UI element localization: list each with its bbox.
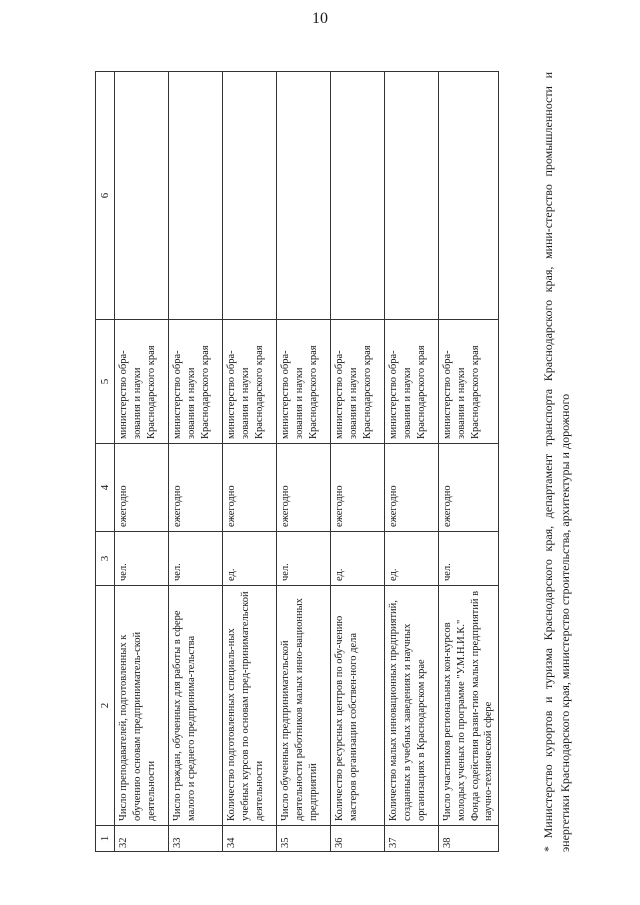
row-number: 37 bbox=[385, 826, 439, 852]
indicator-description: Число граждан, обученных для работы в сфере малого и среднего предпринима-тельства bbox=[169, 586, 223, 826]
responsible-cell: министерство обра-зования и науки Краснодарского края bbox=[331, 320, 385, 444]
frequency-cell: ежегодно bbox=[169, 444, 223, 532]
unit-cell: чел. bbox=[439, 532, 499, 586]
column-6-cell bbox=[439, 72, 499, 320]
unit-cell: чел. bbox=[169, 532, 223, 586]
column-6-cell bbox=[223, 72, 277, 320]
frequency-cell: ежегодно bbox=[331, 444, 385, 532]
table-row bbox=[385, 72, 439, 852]
column-6-cell bbox=[331, 72, 385, 320]
table-row bbox=[439, 72, 499, 852]
responsible-cell: министерство обра-зования и науки Краснодарского края bbox=[169, 320, 223, 444]
table-header-row bbox=[96, 72, 115, 852]
indicators-table bbox=[95, 71, 499, 852]
responsible-cell: министерство обра-зования и науки Краснодарского края bbox=[385, 320, 439, 444]
header-cell: 4 bbox=[96, 444, 115, 532]
frequency-cell: ежегодно bbox=[385, 444, 439, 532]
responsible-cell: министерство обра-зования и науки Краснодарского края bbox=[115, 320, 169, 444]
responsible-cell: министерство обра-зования и науки Краснодарского края bbox=[223, 320, 277, 444]
column-6-cell bbox=[115, 72, 169, 320]
column-6-cell bbox=[385, 72, 439, 320]
indicator-description: Число преподавателей, подготовленных к обучению основам предприниматель-ской деятельности bbox=[115, 586, 169, 826]
indicator-description: Количество подготовленных специаль-ных учебных курсов по основам пред-принимательской деятельности bbox=[223, 586, 277, 826]
unit-cell: ед. bbox=[331, 532, 385, 586]
table-row bbox=[169, 72, 223, 852]
row-number: 33 bbox=[169, 826, 223, 852]
frequency-cell: ежегодно bbox=[439, 444, 499, 532]
frequency-cell: ежегодно bbox=[115, 444, 169, 532]
header-cell: 5 bbox=[96, 320, 115, 444]
unit-cell: ед. bbox=[385, 532, 439, 586]
header-cell: 3 bbox=[96, 532, 115, 586]
row-number: 34 bbox=[223, 826, 277, 852]
unit-cell: чел. bbox=[277, 532, 331, 586]
responsible-cell: министерство обра-зования и науки Краснодарского края bbox=[439, 320, 499, 444]
table-row bbox=[115, 72, 169, 852]
rotated-table-container bbox=[95, 72, 585, 852]
header-cell: 2 bbox=[96, 586, 115, 826]
row-number: 35 bbox=[277, 826, 331, 852]
unit-cell: ед. bbox=[223, 532, 277, 586]
responsible-cell: министерство обра-зования и науки Краснодарского края bbox=[277, 320, 331, 444]
page-number: 10 bbox=[312, 10, 328, 27]
row-number: 36 bbox=[331, 826, 385, 852]
table-row bbox=[331, 72, 385, 852]
indicator-description: Число обученных предпринимательской деятельности работников малых инно-вационных предприятий bbox=[277, 586, 331, 826]
frequency-cell: ежегодно bbox=[277, 444, 331, 532]
indicator-description: Число участников региональных кон-курсов молодых ученых по программе "У.М.Н.И.К." Фонда содействия разви-тию малых предприятий в научно-технической сфере bbox=[439, 586, 499, 826]
indicator-description: Количество малых инновационных предприятий, созданных в учебных заведениях и научных организациях в Краснодарском крае bbox=[385, 586, 439, 826]
column-6-cell bbox=[277, 72, 331, 320]
indicator-description: Количество ресурсных центров по обу-чению мастеров организации собствен-ного дела bbox=[331, 586, 385, 826]
footnote: * Министерство курортов и туризма Краснодарского края, департамент транспорта Краснодарского края, мини-стерство промышленности и энергетики Краснодарского края, министерство строительства, архитектуры и дорожного bbox=[541, 72, 573, 852]
row-number: 32 bbox=[115, 826, 169, 852]
header-cell: 6 bbox=[96, 72, 115, 320]
header-cell: 1 bbox=[96, 826, 115, 852]
frequency-cell: ежегодно bbox=[223, 444, 277, 532]
table-row bbox=[277, 72, 331, 852]
table-row bbox=[223, 72, 277, 852]
unit-cell: чел. bbox=[115, 532, 169, 586]
column-6-cell bbox=[169, 72, 223, 320]
row-number: 38 bbox=[439, 826, 499, 852]
